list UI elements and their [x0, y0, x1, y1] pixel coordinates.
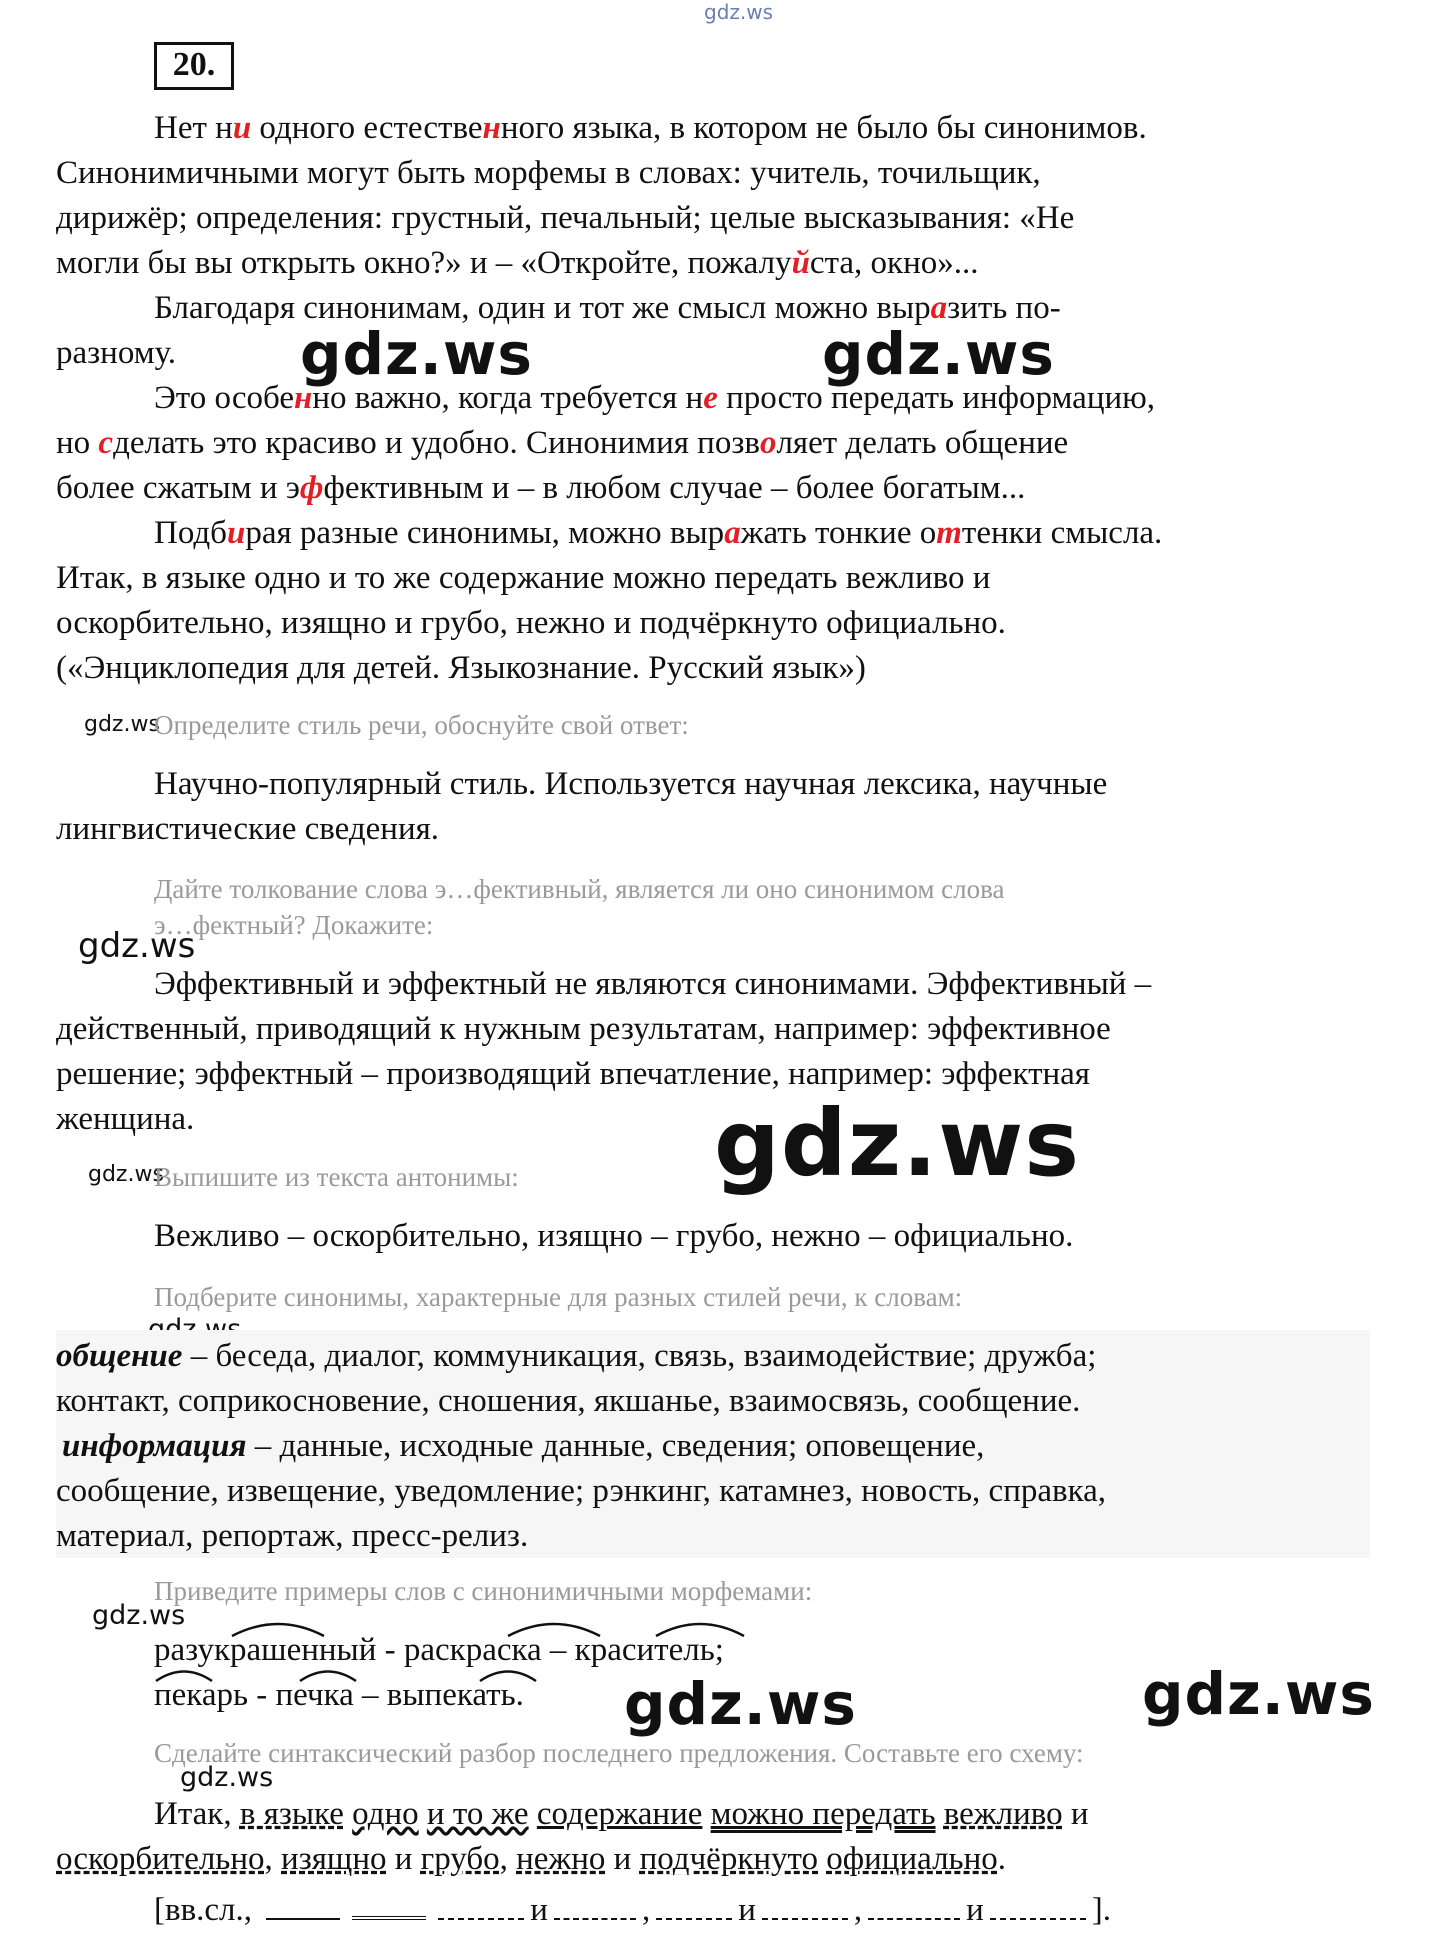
watermark-top: gdz.ws [704, 0, 774, 24]
answer-line: разукрашенный - раскраска – краситель; [154, 1632, 724, 1668]
text-line: Подбирая разные синонимы, можно выражать тонкие оттенки смысла. [154, 515, 1163, 551]
source-citation: («Энциклопедия для детей. Языкознание. Русский язык») [56, 650, 866, 686]
scheme-blank [438, 1894, 524, 1920]
watermark: gdz.ws [180, 1762, 274, 1793]
watermark: gdz.ws [88, 1162, 164, 1187]
text-line: могли бы вы открыть окно?» и – «Откройте, пожалуйста, окно»... [56, 245, 979, 281]
question-parsing: Сделайте синтаксический разбор последнего предложения. Составьте его схему: [154, 1738, 1084, 1768]
question-meaning: э…фектный? Докажите: [154, 910, 434, 940]
parsed-sentence-line: оскорбительно, изящно и грубо, нежно и подчёркнуто официально. [56, 1841, 1006, 1877]
answer-line: лингвистические сведения. [56, 811, 440, 847]
scheme-blank [868, 1894, 960, 1920]
question-meaning: Дайте толкование слова э…фективный, является ли оно синонимом слова [154, 874, 1005, 904]
text-line: более сжатым и эффективным и – в любом случае – более богатым... [56, 470, 1026, 506]
watermark: gdz.ws [1142, 1660, 1375, 1728]
question-synonyms: Подберите синонимы, характерные для разных стилей речи, к словам: [154, 1282, 963, 1312]
question-morphemes: Приведите примеры слов с синонимичными морфемами: [154, 1576, 813, 1606]
scheme-blank [990, 1894, 1086, 1920]
text-line: Итак, в языке одно и то же содержание можно передать вежливо и [56, 560, 991, 596]
answer-line: пекарь - печка – выпекать. [154, 1677, 524, 1713]
watermark: gdz.ws [822, 320, 1055, 388]
answer-line: общение – беседа, диалог, коммуникация, связь, взаимодействие; дружба; [56, 1338, 1097, 1374]
text-line: Благодаря синонимам, один и тот же смысл можно выразить по- [154, 290, 1061, 326]
answer-line: Научно-популярный стиль. Используется научная лексика, научные [154, 766, 1108, 802]
answer-line: Эффективный и эффектный не являются синонимами. Эффективный – [154, 966, 1152, 1002]
text-line: разному. [56, 335, 177, 371]
answer-line: информация – данные, исходные данные, сведения; оповещение, [62, 1428, 985, 1464]
watermark: gdz.ws [78, 926, 196, 966]
watermark: gdz.ws [624, 1670, 857, 1738]
sentence-scheme: [вв.сл., и , и , и ]. [154, 1892, 1112, 1928]
answer-line: сообщение, извещение, уведомление; рэнкинг, катамнез, новость, справка, [56, 1473, 1107, 1509]
scheme-blank [656, 1894, 732, 1920]
answer-line: Вежливо – оскорбительно, изящно – грубо, нежно – официально. [154, 1218, 1074, 1254]
text-line: но сделать это красиво и удобно. Синонимия позволяет делать общение [56, 425, 1069, 461]
text-line: Синонимичными могут быть морфемы в словах: учитель, точильщик, [56, 155, 1041, 191]
scheme-blank [762, 1894, 848, 1920]
text-line: дирижёр; определения: грустный, печальный; целые высказывания: «Не [56, 200, 1075, 236]
answer-line: действенный, приводящий к нужным результатам, например: эффективное [56, 1011, 1111, 1047]
answer-line: решение; эффектный – производящий впечатление, например: эффектная [56, 1056, 1090, 1092]
watermark: gdz.ws [300, 320, 533, 388]
answer-line: контакт, соприкосновение, сношения, якшанье, взаимосвязь, сообщение. [56, 1383, 1081, 1419]
question-antonyms: Выпишите из текста антонимы: [154, 1162, 519, 1192]
parsed-sentence-line: Итак, в языке одно и то же содержание можно передать вежливо и [154, 1796, 1089, 1832]
watermark: gdz.ws [84, 712, 160, 737]
watermark: gdz.ws [714, 1090, 1080, 1197]
text-line: Нет ни одного естественного языка, в котором не было бы синонимов. [154, 110, 1147, 146]
task-number: 20. [154, 42, 234, 90]
answer-line: женщина. [56, 1101, 195, 1137]
text-line: Это особенно важно, когда требуется не просто передать информацию, [154, 380, 1156, 416]
question-style: Определите стиль речи, обоснуйте свой ответ: [154, 710, 689, 740]
watermark: gdz.ws [92, 1600, 186, 1631]
scheme-blank [554, 1894, 636, 1920]
answer-line: материал, репортаж, пресс-релиз. [56, 1518, 529, 1554]
scheme-blank [266, 1894, 340, 1920]
text-line: оскорбительно, изящно и грубо, нежно и подчёркнуто официально. [56, 605, 1006, 641]
scheme-blank [352, 1892, 426, 1920]
